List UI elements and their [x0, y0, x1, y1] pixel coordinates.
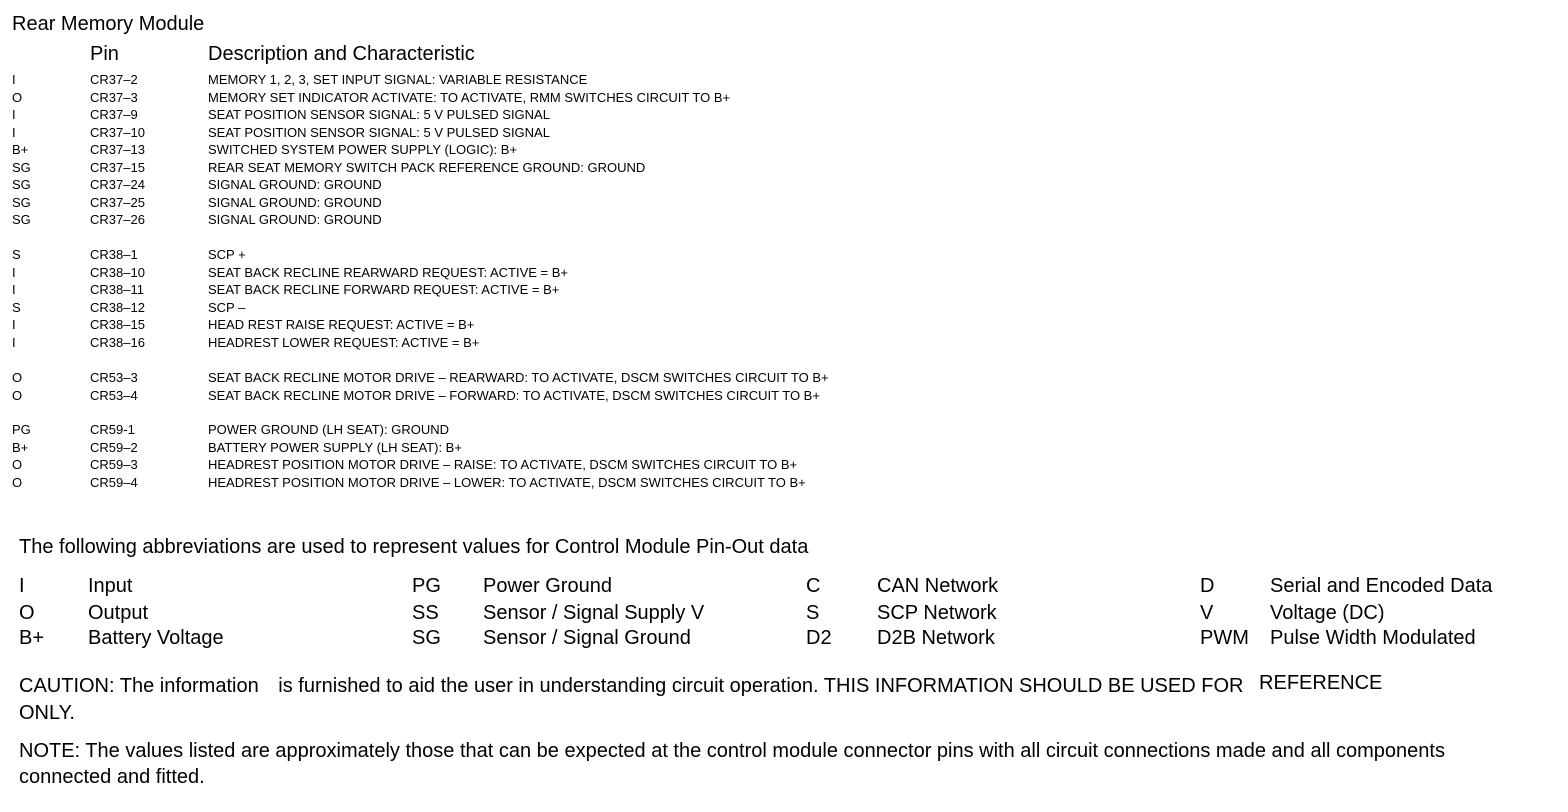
abbreviation-meaning: Voltage (DC) [1270, 602, 1385, 624]
pin-number: CR59–3 [90, 457, 138, 472]
pin-description: HEADREST LOWER REQUEST: ACTIVE = B+ [208, 334, 480, 350]
pin-number: CR59–4 [90, 474, 138, 490]
pin-number: CR37–15 [90, 159, 145, 175]
pin-description: SEAT BACK RECLINE MOTOR DRIVE – FORWARD: TO ACTIVATE, DSCM SWITCHES CIRCUIT TO B+ [208, 387, 820, 403]
pin-number: CR38–12 [90, 299, 145, 315]
column-header-description: Description and Characteristic [208, 43, 475, 65]
pin-description: SEAT POSITION SENSOR SIGNAL: 5 V PULSED SIGNAL [208, 124, 550, 140]
column-header-pin: Pin [90, 43, 119, 65]
module-title: Rear Memory Module [12, 13, 205, 35]
pin-number: CR37–24 [90, 177, 145, 192]
pin-type-code: I [12, 282, 16, 297]
pin-type-code: B+ [12, 439, 29, 455]
pin-description: SCP – [208, 299, 246, 315]
pin-type-code: S [12, 247, 21, 262]
pin-type-code: I [12, 264, 16, 280]
abbreviation-code: SG [412, 627, 441, 649]
abbreviation-code: D2 [806, 627, 832, 649]
pin-description: REAR SEAT MEMORY SWITCH PACK REFERENCE GROUND: GROUND [208, 159, 646, 175]
pin-number: CR59–2 [90, 439, 138, 455]
abbreviation-code: D [1200, 575, 1215, 597]
pin-number: CR37–13 [90, 142, 145, 157]
pin-type-code: SG [12, 159, 31, 175]
caution-part-1: CAUTION: The information [19, 675, 259, 697]
pin-description: HEADREST POSITION MOTOR DRIVE – RAISE: TO ACTIVATE, DSCM SWITCHES CIRCUIT TO B+ [208, 457, 798, 472]
abbreviation-meaning: CAN Network [877, 575, 999, 597]
pin-type-code: O [12, 474, 23, 490]
abbreviation-meaning: Output [88, 602, 149, 624]
abbreviation-meaning: Sensor / Signal Supply V [483, 602, 705, 624]
abbreviation-code: I [19, 575, 25, 597]
pin-number: CR37–2 [90, 72, 138, 87]
caution-part-2: is furnished to aid the user in understanding circuit operation. THIS INFORMATION SHOULD BE USED FOR [278, 675, 1244, 697]
abbreviations-title: The following abbreviations are used to represent values for Control Module Pin-Out data [19, 536, 809, 558]
pin-description: HEAD REST RAISE REQUEST: ACTIVE = B+ [208, 317, 475, 332]
pin-number: CR37–9 [90, 107, 138, 122]
abbreviation-meaning: Input [88, 575, 133, 597]
pin-description: SEAT BACK RECLINE FORWARD REQUEST: ACTIVE = B+ [208, 282, 560, 297]
pin-description: SEAT POSITION SENSOR SIGNAL: 5 V PULSED SIGNAL [208, 107, 550, 122]
pin-number: CR38–10 [90, 264, 145, 280]
pin-type-code: B+ [12, 142, 29, 157]
abbreviation-meaning: SCP Network [877, 602, 997, 624]
pin-number: CR38–1 [90, 247, 138, 262]
pin-description: SEAT BACK RECLINE REARWARD REQUEST: ACTIVE = B+ [208, 264, 569, 280]
abbreviation-code: O [19, 602, 35, 624]
pin-description: SIGNAL GROUND: GROUND [208, 177, 382, 192]
abbreviation-code: V [1200, 602, 1214, 624]
abbreviation-meaning: Pulse Width Modulated [1270, 627, 1476, 649]
abbreviation-code: PG [412, 575, 441, 597]
pin-description: HEADREST POSITION MOTOR DRIVE – LOWER: TO ACTIVATE, DSCM SWITCHES CIRCUIT TO B+ [208, 474, 806, 490]
pin-description: SEAT BACK RECLINE MOTOR DRIVE – REARWARD: TO ACTIVATE, DSCM SWITCHES CIRCUIT TO B+ [208, 370, 829, 385]
pin-description: SIGNAL GROUND: GROUND [208, 212, 382, 227]
pin-description: MEMORY 1, 2, 3, SET INPUT SIGNAL: VARIABLE RESISTANCE [208, 72, 588, 87]
pin-number: CR38–16 [90, 334, 145, 350]
pin-type-code: I [12, 124, 16, 140]
pin-number: CR53–3 [90, 370, 138, 385]
abbreviation-meaning: Serial and Encoded Data [1270, 575, 1493, 597]
abbreviation-code: PWM [1200, 627, 1249, 649]
pin-number: CR37–10 [90, 124, 145, 140]
abbreviation-meaning: Power Ground [483, 575, 612, 597]
pin-type-code: O [12, 457, 23, 472]
pin-description: SCP + [208, 247, 246, 262]
pin-number: CR37–3 [90, 89, 138, 105]
pin-number: CR37–26 [90, 212, 145, 227]
pin-type-code: PG [12, 422, 31, 437]
pin-number: CR38–11 [90, 282, 144, 297]
pin-description: SWITCHED SYSTEM POWER SUPPLY (LOGIC): B+ [208, 142, 518, 157]
pin-type-code: I [12, 72, 16, 87]
pin-number: CR38–15 [90, 317, 145, 332]
abbreviation-meaning: D2B Network [877, 627, 995, 649]
pin-type-code: I [12, 107, 16, 122]
abbreviation-code: S [806, 602, 820, 624]
caution-part-3: REFERENCE [1259, 672, 1383, 694]
note-text: NOTE: The values listed are approximately those that can be expected at the control module connector pins with all circuit connections made and all components connected and fitted. [19, 740, 1445, 788]
abbreviation-meaning: Sensor / Signal Ground [483, 627, 691, 649]
pin-type-code: O [12, 370, 23, 385]
caution-text [19, 672, 1539, 728]
pin-number: CR59-1 [90, 422, 135, 437]
pin-description: POWER GROUND (LH SEAT): GROUND [208, 422, 449, 437]
abbreviation-meaning: Battery Voltage [88, 627, 224, 649]
pin-type-code: S [12, 299, 21, 315]
pin-description: BATTERY POWER SUPPLY (LH SEAT): B+ [208, 439, 462, 455]
pin-type-code: SG [12, 212, 31, 227]
caution-part-4: ONLY. [19, 702, 75, 724]
pin-description: MEMORY SET INDICATOR ACTIVATE: TO ACTIVATE, RMM SWITCHES CIRCUIT TO B+ [208, 89, 731, 105]
abbreviation-code: C [806, 575, 821, 597]
pin-type-code: I [12, 317, 16, 332]
pin-type-code: SG [12, 194, 31, 210]
pin-type-code: SG [12, 177, 31, 192]
pin-type-code: I [12, 334, 16, 350]
abbreviation-code: B+ [19, 627, 45, 649]
pin-type-code: O [12, 387, 23, 403]
pin-number: CR53–4 [90, 387, 138, 403]
pin-description: SIGNAL GROUND: GROUND [208, 194, 382, 210]
pin-type-code: O [12, 89, 23, 105]
abbreviation-code: SS [412, 602, 439, 624]
pin-number: CR37–25 [90, 194, 145, 210]
